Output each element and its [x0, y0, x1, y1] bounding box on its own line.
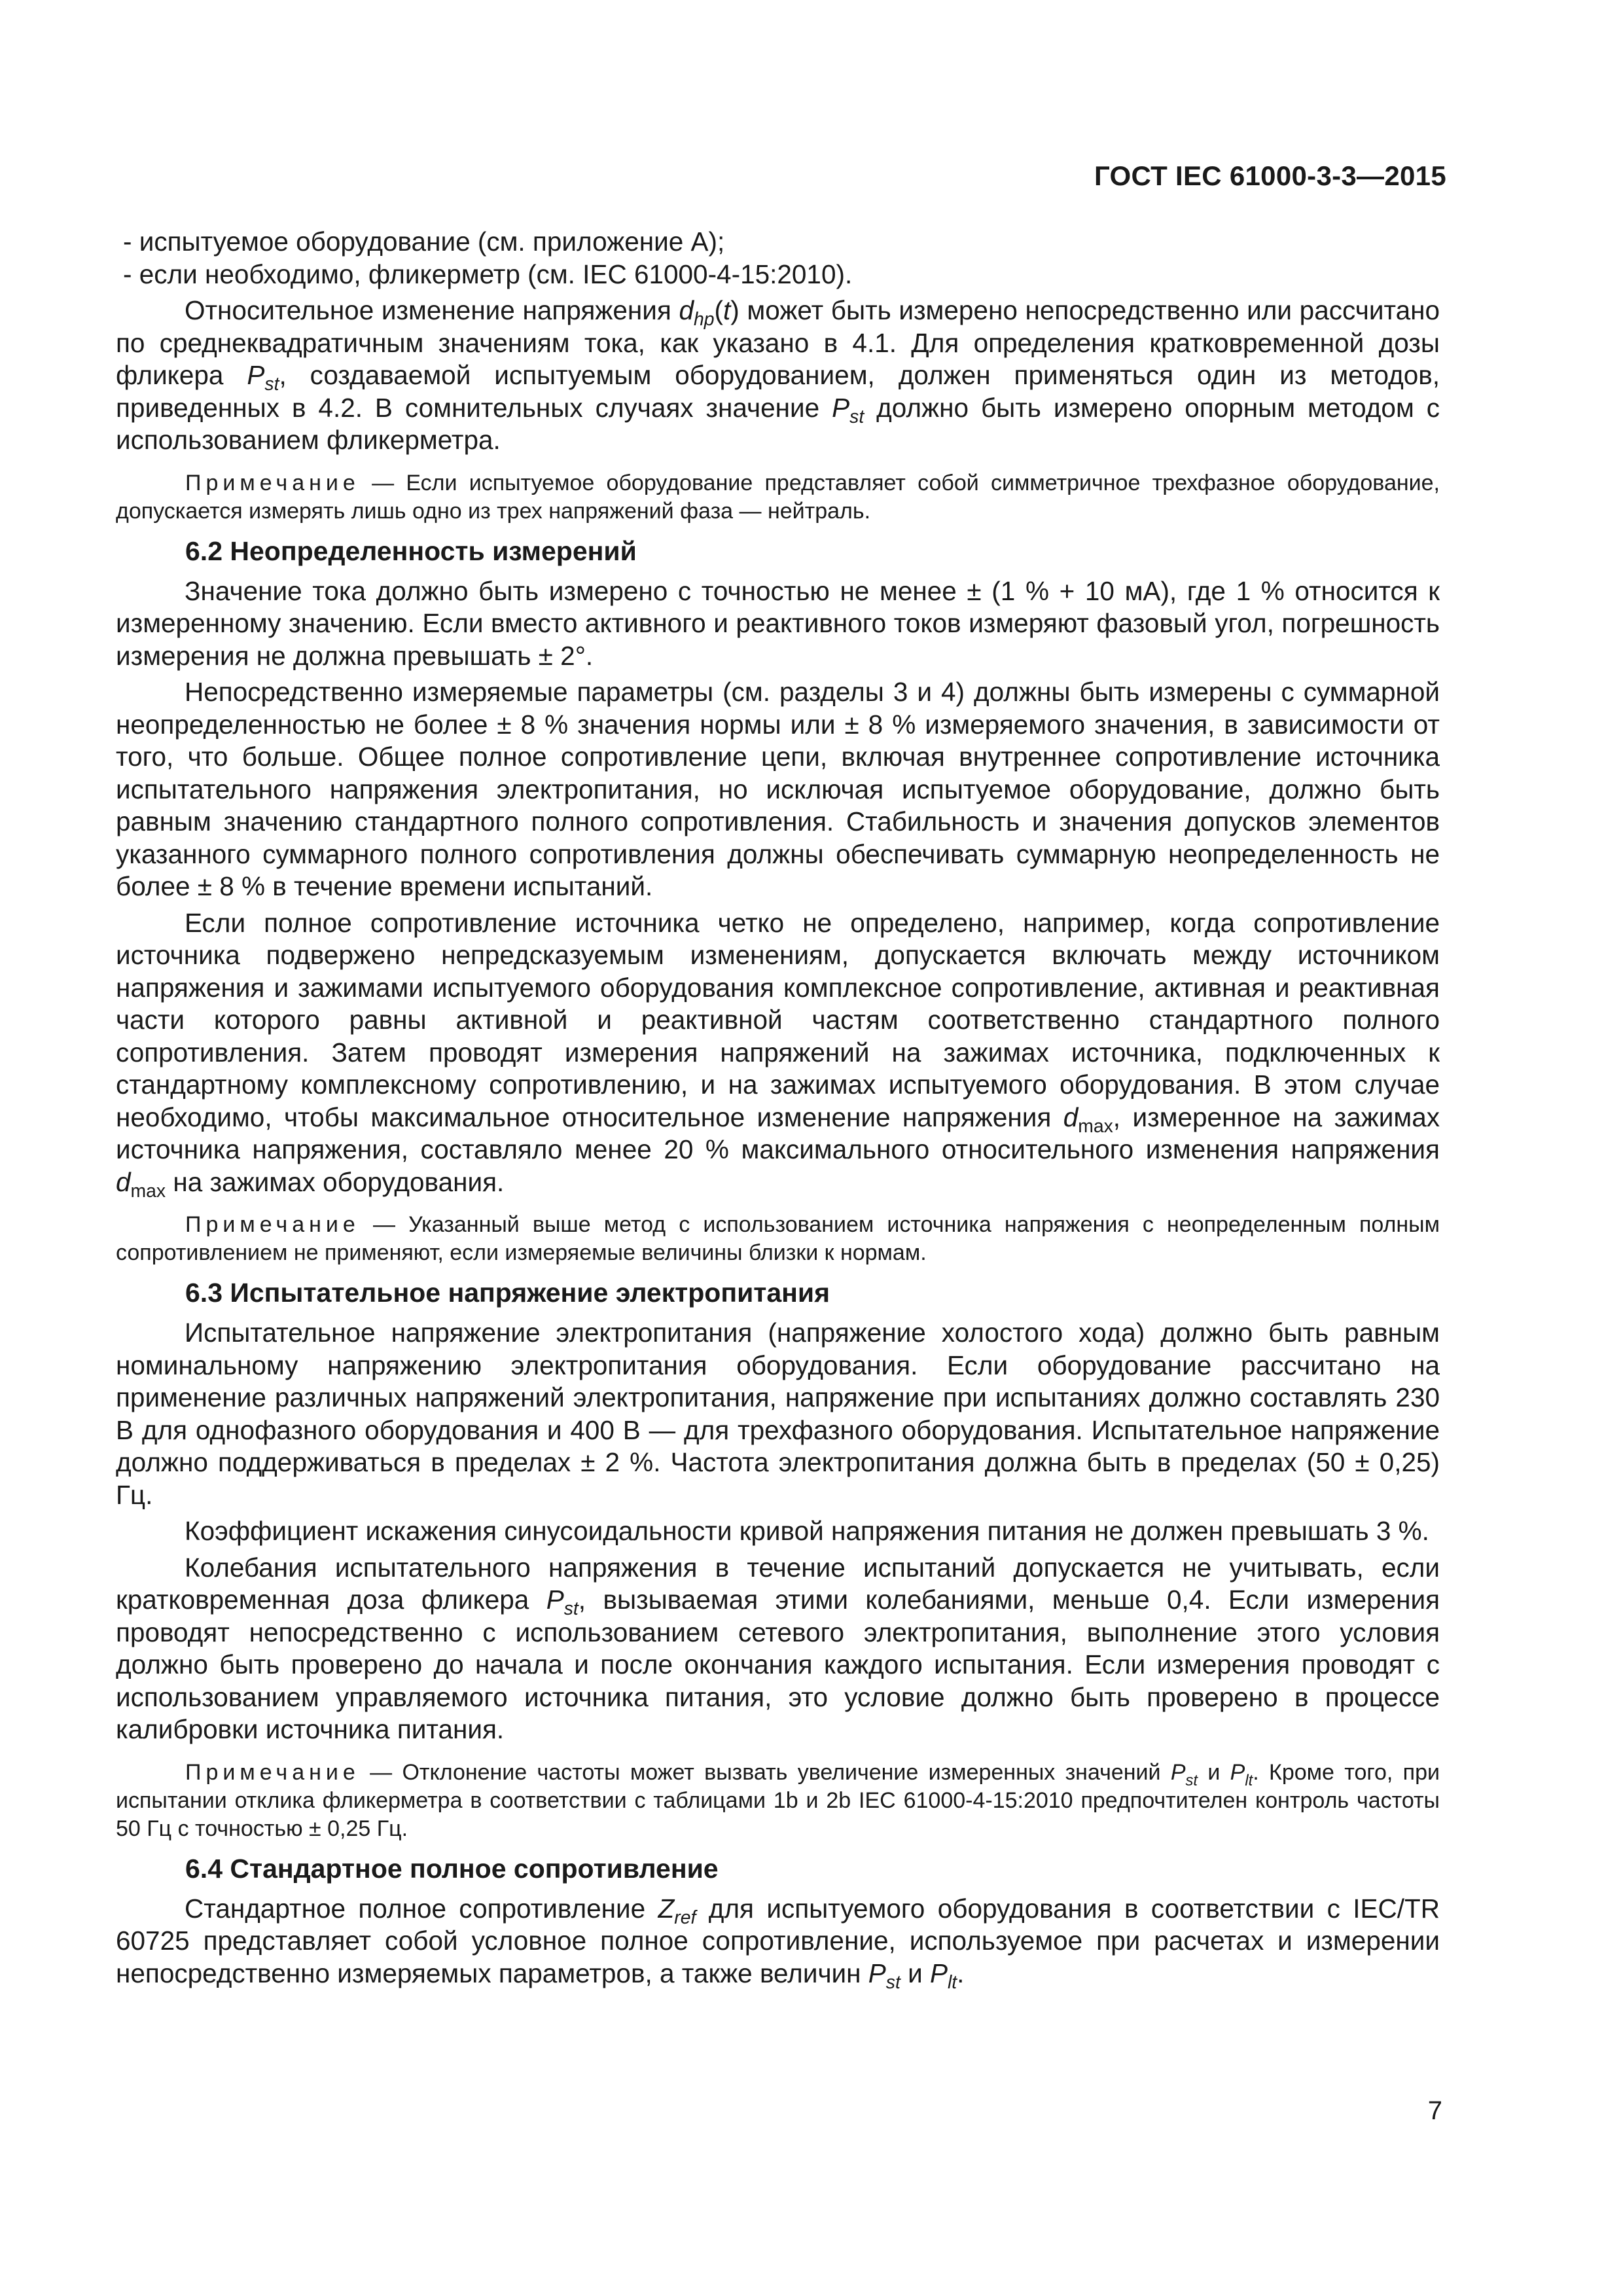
paragraph: Коэффициент искажения синусоидальности кривой напряжения питания не должен превышать 3 %. — [185, 1516, 1429, 1546]
list-item: - если необходимо, фликерметр (см. IEC 61000-4-15:2010). — [123, 259, 853, 289]
document-header: ГОСТ IEC 61000-3-3—2015 — [1094, 160, 1446, 191]
note-label: Примечание — [185, 470, 360, 495]
section-heading: 6.4 Стандартное полное сопротивление — [185, 1853, 719, 1884]
document-body — [116, 226, 1440, 1993]
note: Примечание — Указанный выше метод с использованием источника напряжения с неопределенным полным сопротивлением не применяют, если измеряемые величины близки к нормам. — [116, 1212, 1440, 1265]
paragraph: Испытательное напряжение электропитания (напряжение холостого хода) должно быть равным номинальному напряжению электропитания оборудования. Если оборудование рассчитано на применение различных напряжений электропитания, напряжение при испытаниях должно составлять 230 В для однофазного оборудования и 400 В — для трехфазного оборудования. Испытательное напряжение должно поддерживаться в пределах ± 2 %. Частота электропитания должна быть в пределах (50 ± 0,25) Гц. — [116, 1318, 1440, 1510]
paragraph: Значение тока должно быть измерено с точностью не менее ± (1 % + 10 мА), где 1 % относится к измеренному значению. Если вместо активного и реактивного токов измеряют фазовый угол, погрешность измерения не должна превышать ± 2°. — [116, 575, 1440, 671]
list-item: - испытуемое оборудование (см. приложение А); — [123, 226, 725, 257]
paragraph: Непосредственно измеряемые параметры (см. разделы 3 и 4) должны быть измерены с суммарной неопределенностью не более ± 8 % значения нормы или ± 8 % измеряемого значения, в зависимости от того, что больше. Общее полное сопротивление цепи, включая внутреннее сопротивление источника испытательного напряжения электропитания, но исключая испытуемое оборудование, должно быть равным значению стандартного полного сопротивления. Стабильность и значения допусков элементов указанного суммарного полного сопротивления должны обеспечивать суммарную неопределенность не более ± 8 % в течение времени испытаний. — [116, 677, 1440, 901]
note-label: Примечание — [185, 1759, 360, 1785]
paragraph: Стандартное полное сопротивление $Z_{ref}$ для испытуемого оборудования в соответствии с IEC/TR 60725 представляет собой условное полное сопротивление, используемое при расчетах и измерении непосредственно измеряемых параметров, а также величин $P_{st}$ и $P_{lt}$. — [116, 1893, 1440, 1993]
note: Примечание — Отклонение частоты может вызвать увеличение измеренных значений $P_{st}$ и $P_{lt}$. Кроме того, при испытании отклика фликерметра в соответствии с таблицами 1b и 2b IEC 61000-4-15:2010 предпочтителен контроль частоты 50 Гц с точностью ± 0,25 Гц. — [116, 1759, 1440, 1841]
page-number: 7 — [1427, 2096, 1442, 2125]
note: Примечание — Если испытуемое оборудование представляет собой симметричное трехфазное оборудование, допускается измерять лишь одно из трех напряжений фаза — нейтраль. — [116, 470, 1440, 524]
section-heading: 6.2 Неопределенность измерений — [185, 535, 637, 566]
paragraph: Относительное изменение напряжения $d_{hp}(t)$ может быть измерено непосредственно или рассчитано по среднеквадратичным значениям тока, как указано в 4.1. Для определения кратковременной дозы фликера $P_{st}$, создаваемой испытуемым оборудованием, должен применяться один из методов, приведенных в 4.2. В сомнительных случаях значение $P_{st}$ должно быть измерено опорным методом с использованием фликерметра. — [116, 295, 1440, 455]
section-heading: 6.3 Испытательное напряжение электропитания — [185, 1278, 830, 1308]
paragraph: Если полное сопротивление источника четко не определено, например, когда сопротивление источника подвержено непредсказуемым изменениям, допускается включать между источником напряжения и зажимами испытуемого оборудования комплексное сопротивление, активная и реактивная части которого равны активной и реактивной частям соответственно стандартного полного сопротивления. Затем проводят измерения напряжений на зажимах источника, подключенных к стандартному комплексному сопротивлению, и на зажимах испытуемого оборудования. В этом случае необходимо, чтобы максимальное относительное изменение напряжения $d_{max}$, измеренное на зажимах источника напряжения, составляло менее 20 % максимального относительного изменения напряжения $d_{max}$ на зажимах оборудования. — [116, 907, 1440, 1202]
note-label: Примечание — [185, 1212, 360, 1237]
paragraph: Колебания испытательного напряжения в течение испытаний допускается не учитывать, если кратковременная доза фликера $P_{st}$, вызываемая этими колебаниями, меньше 0,4. Если измерения проводят непосредственно с использованием сетевого электропитания, выполнение этого условия должно быть проверено до начала и после окончания каждого испытания. Если измерения проводят с использованием управляемого источника питания, это условие должно быть проверено в процессе калибровки источника питания. — [116, 1552, 1440, 1744]
